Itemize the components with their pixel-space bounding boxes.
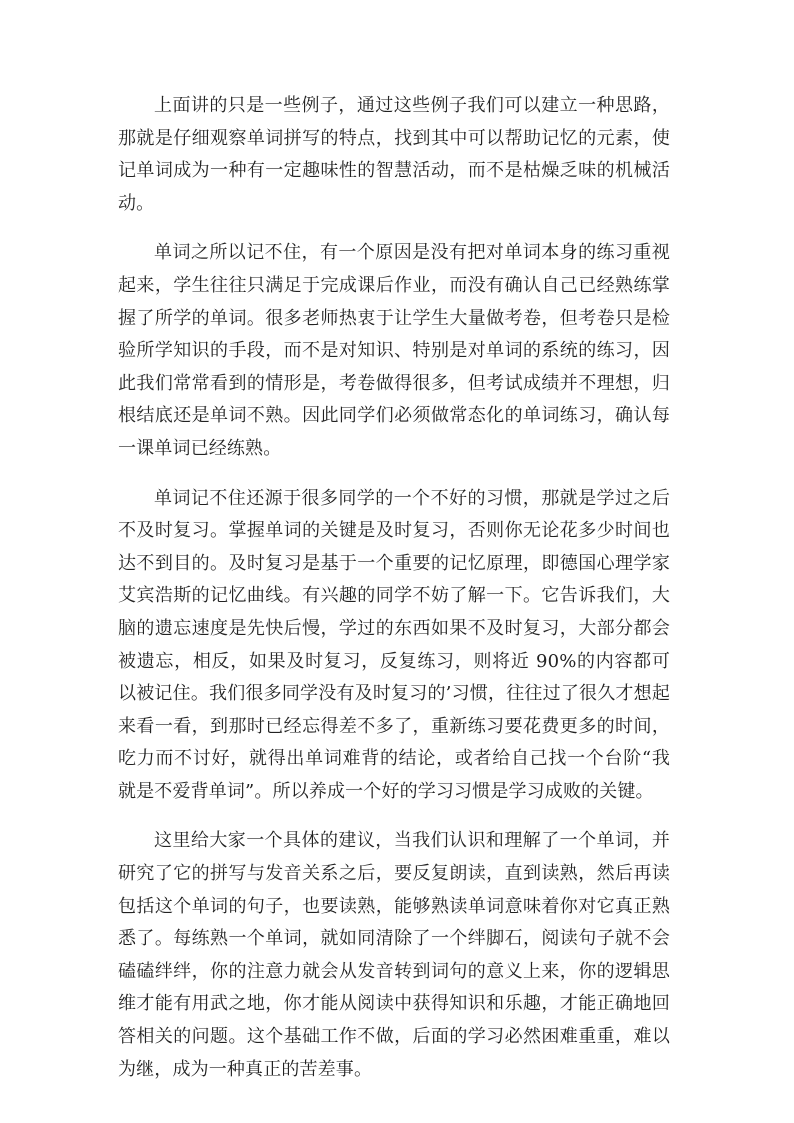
- paragraph-timely-review: 单词记不住还源于很多同学的一个不好的习惯，那就是学过之后不及时复习。掌握单词的关键是及时复习，否则你无论花多少时间也达不到目的。及时复习是基于一个重要的记忆原理，即德国心理学家艾宾浩斯的记忆曲线。有兴趣的同学不妨了解一下。它告诉我们，大脑的遗忘速度是先快后慢，学过的东西如果不及时复习，大部分都会被遗忘，相反，如果及时复习，反复练习，则将近 90%的内容都可以被记住。我们很多同学没有及时复习的’习惯，往往过了很久才想起来看一看，到那时已经忘得差不多了，重新练习要花费更多的时间，吃力而不讨好，就得出单词难背的结论，或者给自己找一个台阶“我就是不爱背单词”。所以养成一个好的学习习惯是学习成败的关键。: [118, 487, 670, 802]
- paragraph-word-practice: 单词之所以记不住，有一个原因是没有把对单词本身的练习重视起来，学生往往只满足于完成课后作业，而没有确认自己已经熟练掌握了所学的单词。很多老师热衷于让学生大量做考卷，但考卷只是检验所学知识的手段，而不是对知识、特别是对单词的系统的练习，因此我们常常看到的情形是，考卷做得很多，但考试成绩并不理想，归根结底还是单词不熟。因此同学们必须做常态化的单词练习，确认每一课单词已经练熟。: [118, 242, 670, 459]
- paragraph-reading-advice: 这里给大家一个具体的建议，当我们认识和理解了一个单词，并研究了它的拼写与发音关系之后，要反复朗读，直到读熟，然后再读包括这个单词的句子，也要读熟，能够熟读单词意味着你对它真正熟悉了。每练熟一个单词，就如同清除了一个绊脚石，阅读句子就不会磕磕绊绊，你的注意力就会从发音转到词句的意义上来，你的逻辑思维才能有用武之地，你才能从阅读中获得知识和乐趣，才能正确地回答相关的问题。这个基础工作不做，后面的学习必然困难重重，难以为继，成为一种真正的苦差事。: [118, 830, 670, 1080]
- document-body: [118, 90, 670, 1103]
- paragraph-examples-summary: 上面讲的只是一些例子，通过这些例子我们可以建立一种思路，那就是仔细观察单词拼写的特点，找到其中可以帮助记忆的元素，使记单词成为一种有一定趣味性的智慧活动，而不是枯燥乏味的机械活动。: [118, 95, 670, 214]
